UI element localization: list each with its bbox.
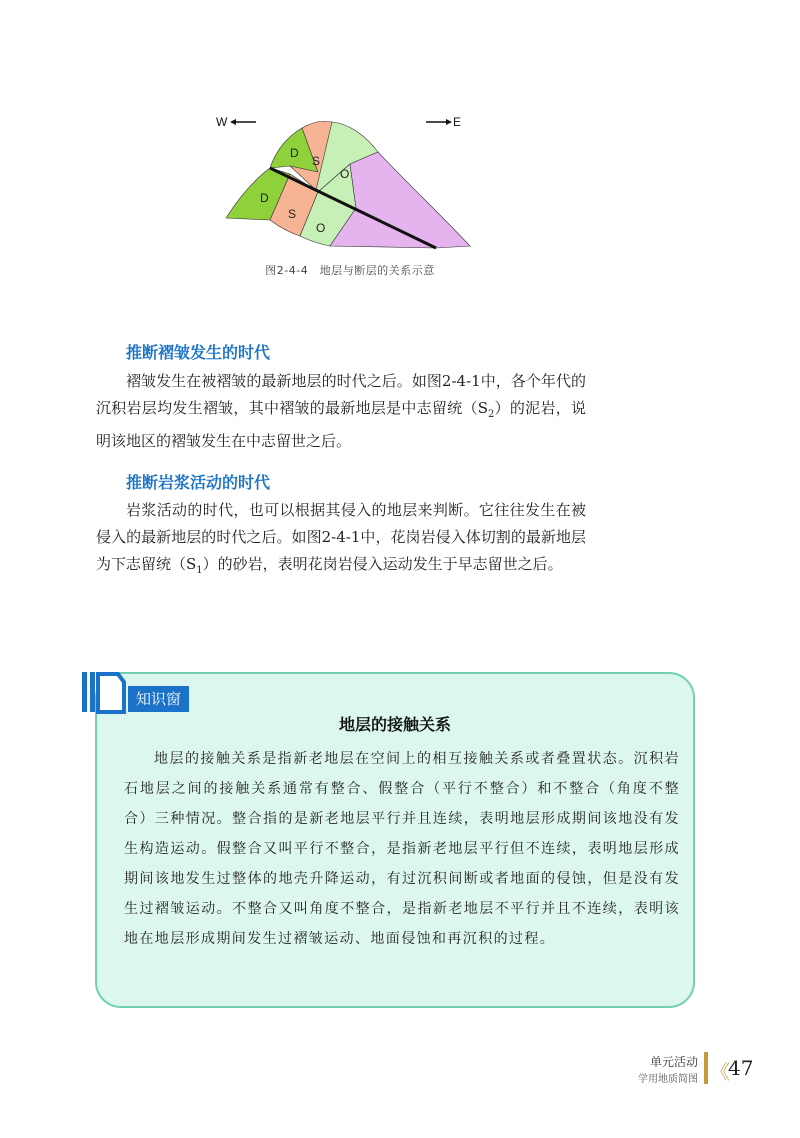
page-number: 47 <box>728 1056 754 1080</box>
footer-unit-title: 单元活动 <box>649 1055 698 1069</box>
east-label: E <box>453 115 462 129</box>
knowledge-window-icon <box>80 668 130 718</box>
figure-caption: 图2-4-4 地层与断层的关系示意 <box>265 264 435 277</box>
paragraph-fold-text-a: 褶皱发生在被褶皱的最新地层的时代之后。如图2-4-1中，各个年代的沉积岩层均发生褶皱，其中褶皱的最新地层是中志留统（S <box>96 372 586 417</box>
upper-s-label: S <box>312 154 321 168</box>
paragraph-magma-text-b: ）的砂岩，表明花岗岩侵入运动发生于早志留世之后。 <box>202 555 563 573</box>
upper-o-label: O <box>340 167 350 181</box>
fault-strata-diagram <box>210 108 490 258</box>
knowledge-body: 地层的接触关系是指新老地层在空间上的相互接触关系或者叠置状态。沉积岩石地层之间的接触关系通常有整合、假整合（平行不整合）和不整合（角度不整合）三种情况。整合指的是新老地层平行并且连续，表明地层形成期间该地没有发生构造运动。假整合又叫平行不整合，是指新老地层平行但不连续，表明地层形成期间该地发生过整体的地壳升降运动，有过沉积间断或者地面的侵蚀，但是没有发生过褶皱运动。不整合又叫角度不整合，是指新老地层不平行并且不连续，表明该地在地层形成期间发生过褶皱运动、地面侵蚀和再沉积的过程。 <box>124 751 680 947</box>
footer-divider <box>704 1052 708 1084</box>
knowledge-title: 地层的接触关系 <box>338 715 451 734</box>
subscript-1: 1 <box>196 565 203 576</box>
knowledge-tag: 知识窗 <box>128 686 189 712</box>
paragraph-fold <box>96 368 586 455</box>
section-heading-fold: 推断褶皱发生的时代 <box>126 343 271 362</box>
east-arrowhead <box>446 119 452 125</box>
upper-d-label: D <box>290 146 299 160</box>
footer-unit-subtitle: 学用地质简图 <box>638 1074 698 1085</box>
paragraph-fold-text-b: ）的泥岩，说明该地区的褶皱发生在中志留世之后。 <box>96 399 586 450</box>
west-arrowhead <box>230 119 236 125</box>
lower-o-label: O <box>316 221 326 235</box>
section-heading-magma: 推断岩浆活动的时代 <box>126 473 271 492</box>
lower-s-label: S <box>288 207 297 221</box>
paragraph-magma-text-a: 岩浆活动的时代，也可以根据其侵入的地层来判断。它往往发生在被侵入的最新地层的时代之后。如图2-4-1中，花岗岩侵入体切割的最新地层为下志留统（S <box>96 501 586 573</box>
west-label: W <box>216 115 228 129</box>
fault-strata-figure <box>210 108 490 258</box>
paragraph-magma <box>96 497 586 584</box>
lower-d-label: D <box>260 191 269 205</box>
subscript-2: 2 <box>488 409 495 420</box>
chevron-left-icon: 《 <box>710 1060 726 1084</box>
